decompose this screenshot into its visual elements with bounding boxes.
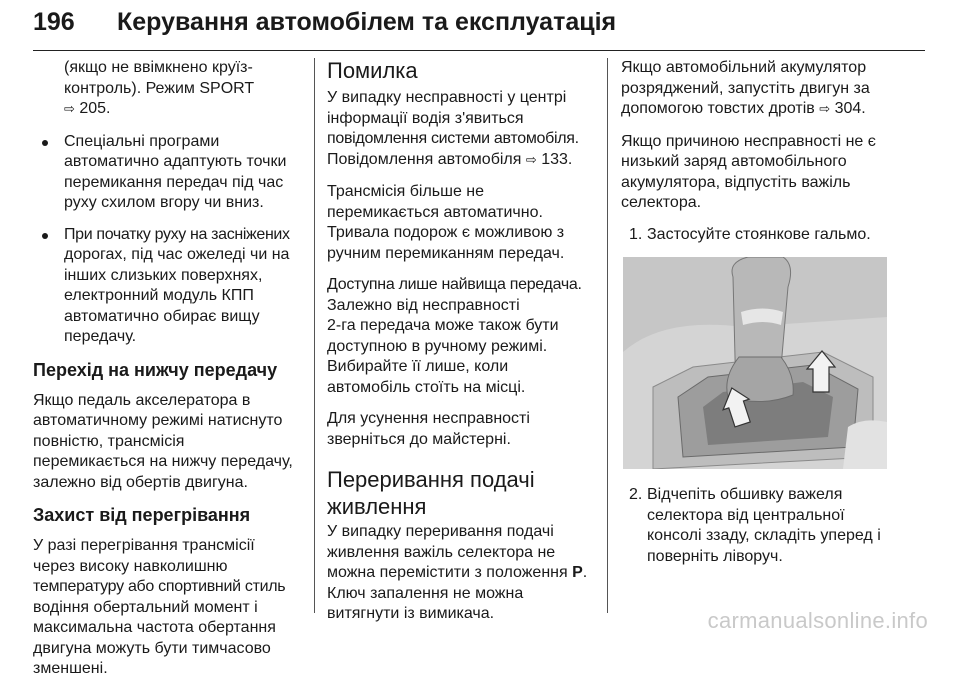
page-number: 196 [33, 8, 75, 36]
section-heading-fault: Помилка [327, 58, 418, 83]
fault-paragraph-2: Трансмісія більше не перемикається автоматично. Тривала подорож є можливою з ручним перемиканням передач. [327, 183, 565, 262]
xref-page[interactable]: 304. [834, 100, 866, 117]
fault-paragraph: У випадку несправності у центрі інформації водія з'явиться повідомлення системи автомобіля. Повідомлення автомобіля ⇨ 133. [327, 89, 579, 168]
column-right [621, 58, 896, 578]
xref-page[interactable]: 205. [79, 100, 111, 117]
fault-paragraph-3: Доступна лише найвища передача. Залежно від несправності 2-га передача може також бути доступною в ручному режимі. Вибирайте її лише, коли автомобіль стоїть на місці. [327, 276, 582, 396]
battery-paragraph: Якщо автомобільний акумулятор розряджений, запустіть двигун за допомогою товстих дротів ⇨ 304. [621, 59, 870, 117]
list-item: При початку руху на засніжених дорогах, під час ожеледі чи на інших слизьких поверхнях, електронний модуль КПП автоматично обирає вищу передачу. [33, 225, 305, 348]
column-left [33, 58, 305, 691]
interrupt-paragraph: У випадку переривання подачі живлення важіль селектора не можна перемістити з положення P. Ключ запалення не можна витягнути із вимикача. [327, 523, 588, 622]
xref-page[interactable]: 133. [541, 150, 573, 168]
arrow-xref-icon: ⇨ [525, 152, 537, 168]
overheat-paragraph: У разі перегрівання трансмісії через високу навколишню температуру або спортивний стиль водіння обертальний момент і максимальна частота обертання двигуна можуть бути тимчасово зменшені. [33, 537, 286, 677]
column-middle [327, 58, 597, 636]
arrow-xref-icon: ⇨ [819, 102, 831, 117]
gear-selector-illustration [623, 257, 887, 469]
section-heading-power-interrupt: Переривання подачі живлення [327, 467, 535, 519]
intro-paragraph: (якщо не ввімкнено круїз- контроль). Режим SPORT ⇨ 205. [64, 59, 255, 117]
section-heading-overheat: Захист від перегрівання [33, 505, 251, 525]
step-item: 2. Відчепіть обшивку важеля селектора від центральної консолі ззаду, складіть уперед і поверніть ліворуч. [629, 486, 881, 565]
list-item: Спеціальні програми автоматично адаптують точки перемикання передач під час руху схилом вгору чи вниз. [33, 132, 305, 214]
chapter-title: Керування автомобілем та експлуатація [117, 8, 617, 36]
step-item: 1. Застосуйте стоянкове гальмо. [629, 225, 871, 243]
bullet-icon [42, 140, 48, 146]
gear-lever-drawing [623, 257, 887, 469]
gear-position-p: P [572, 564, 583, 581]
kickdown-paragraph: Якщо педаль акселератора в автоматичному режимі натиснуто повністю, трансмісія перемикається на нижчу передачу, залежно від обертів двигуна. [33, 391, 293, 491]
column-divider [607, 58, 608, 613]
cause-paragraph: Якщо причиною несправності не є низький заряд автомобільного акумулятора, відпустіть важіль селектора. [621, 132, 876, 211]
bullet-icon [42, 233, 48, 239]
arrow-xref-icon: ⇨ [64, 102, 75, 117]
fault-paragraph-4: Для усунення несправності зверніться до майстерні. [327, 410, 530, 448]
section-heading-kickdown: Перехід на нижчу передачу [33, 359, 278, 380]
page-header [33, 0, 925, 51]
watermark: carmanualsonline.info [707, 608, 928, 633]
column-divider [314, 58, 315, 613]
